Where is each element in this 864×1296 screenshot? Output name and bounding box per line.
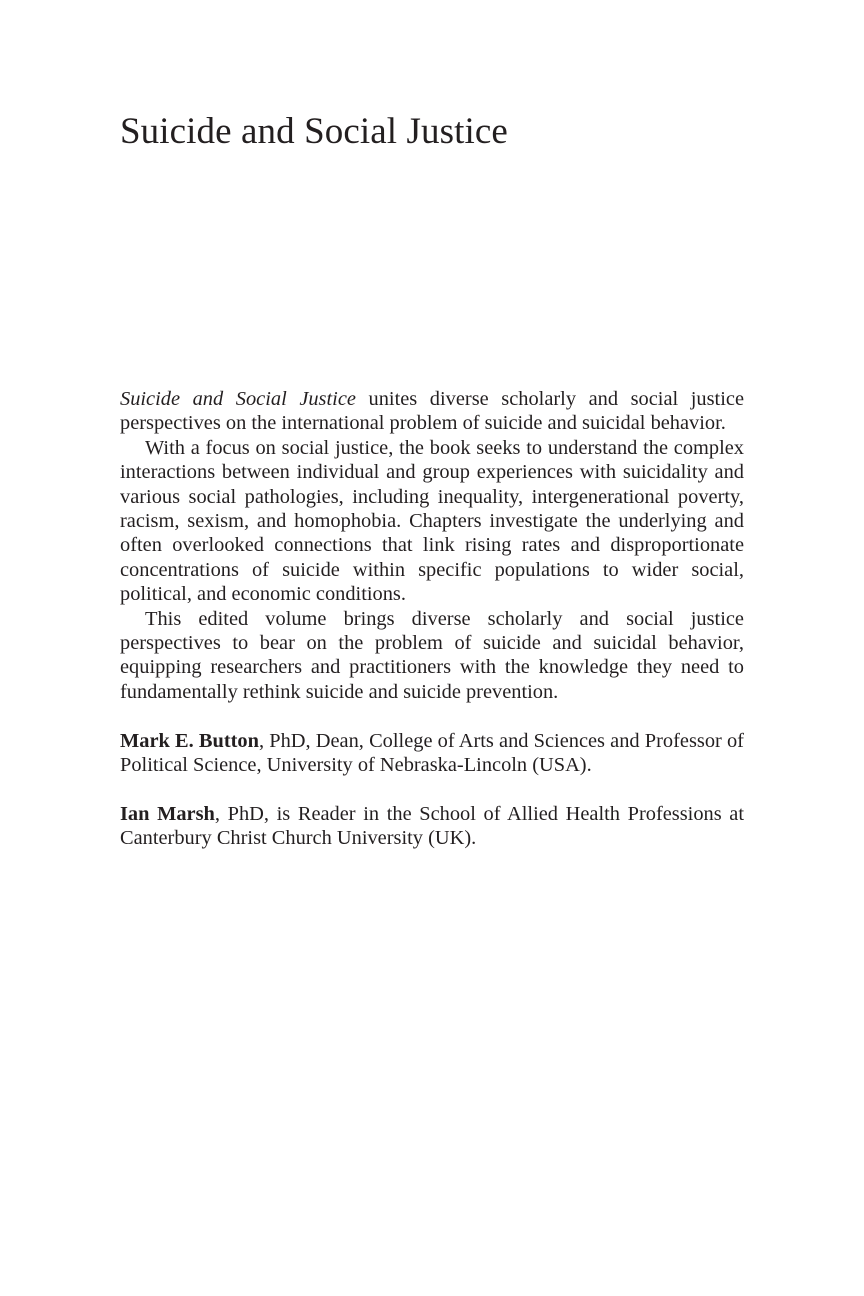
volume-paragraph: This edited volume brings diverse scholarly and social justice perspectives to bear on the problem of suicide and suicidal behavior, equipping researchers and practitioners with the knowledge they need to fundamentally rethink suicide and suicide prevention. — [120, 607, 744, 703]
author-bio-text: , PhD, Dean, College of Arts and Sciences and Professor of Political Science, University of Nebraska-Lincoln (USA). — [120, 729, 744, 777]
author-bio — [120, 802, 744, 851]
book-title-italic: Suicide and Social Justice — [120, 388, 356, 410]
book-title: Suicide and Social Justice — [120, 111, 508, 152]
author-bio-text: , PhD, is Reader in the School of Allied Health Professions at Canterbury Christ Church University (UK). — [120, 802, 744, 850]
intro-text: unites diverse scholarly and social justice perspectives on the international problem of suicide and suicidal behavior. — [120, 388, 744, 435]
author-name: Ian Marsh — [120, 802, 215, 825]
focus-paragraph: With a focus on social justice, the book seeks to understand the complex interactions between individual and group experiences with suicidality and various social pathologies, including inequality, intergenerational poverty, racism, sexism, and homophobia. Chapters investigate the underlying and often overlooked connections that link rising rates and disproportionate concentrations of suicide within specific populations to wider social, political, and economic conditions. — [120, 436, 744, 606]
author-name: Mark E. Button — [120, 729, 259, 752]
intro-paragraph — [120, 387, 744, 436]
author-bio — [120, 729, 744, 778]
book-description — [120, 387, 744, 851]
